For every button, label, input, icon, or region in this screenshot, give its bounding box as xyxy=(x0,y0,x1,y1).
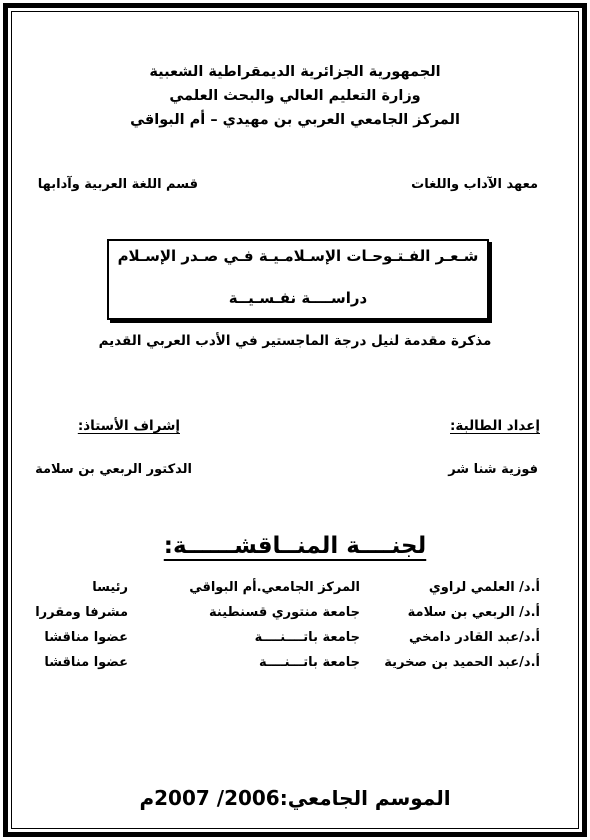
member-name: أ.د/ الربعي بن سلامة xyxy=(407,605,540,620)
supervised-by-label: إشراف الأستاذ: xyxy=(77,418,180,434)
member-role: مشرفا ومقررا xyxy=(35,605,128,620)
member-institution: جامعة منتوري قسنطينة xyxy=(209,605,360,620)
institute-name: معهد الآداب واللغات xyxy=(411,177,538,192)
supervisor-name: الدكتور الربعي بن سلامة xyxy=(35,462,192,477)
committee-title: لجنــــة المنــاقشــــــة: xyxy=(163,533,427,559)
header-republic: الجمهورية الجزائرية الديمقراطية الشعبية xyxy=(149,64,441,80)
committee-row xyxy=(0,655,590,675)
student-name: فوزية شنا شر xyxy=(448,462,538,477)
department-name: قسم اللغة العربية وآدابها xyxy=(37,177,198,192)
committee-row xyxy=(0,580,590,600)
prepared-by-label: إعداد الطالبة: xyxy=(450,418,540,434)
member-institution: المركز الجامعي.أم البواقي xyxy=(189,580,360,595)
header-ministry: وزارة التعليم العالي والبحث العلمي xyxy=(169,88,421,104)
thesis-title: شـعـر الفـتـوحـات الإسـلامـيـة فـي صـدر الإسـلام xyxy=(117,247,479,265)
member-name: أ.د/عبد القادر دامخي xyxy=(409,630,540,645)
thesis-title-box xyxy=(107,239,489,320)
committee-row xyxy=(0,605,590,625)
member-role: عضوا مناقشا xyxy=(44,655,128,670)
thesis-degree-note: مذكرة مقدمة لنيل درجة الماجستير في الأدب العربي القديم xyxy=(98,333,492,349)
thesis-subtitle: دراســــة نفـسـيــة xyxy=(228,289,368,307)
member-role: عضوا مناقشا xyxy=(44,630,128,645)
committee-row xyxy=(0,630,590,650)
member-institution: جامعة باتـــنــــة xyxy=(259,655,360,670)
member-institution: جامعة باتــــنــــة xyxy=(254,630,360,645)
member-role: رئيسا xyxy=(92,580,128,595)
member-name: أ.د/ العلمي لراوي xyxy=(428,580,540,595)
member-name: أ.د/عبد الحميد بن صخرية xyxy=(384,655,540,670)
academic-year: الموسم الجامعي:2006/ 2007م xyxy=(139,786,451,810)
header-university-center: المركز الجامعي العربي بن مهيدي – أم البواقي xyxy=(130,112,460,128)
